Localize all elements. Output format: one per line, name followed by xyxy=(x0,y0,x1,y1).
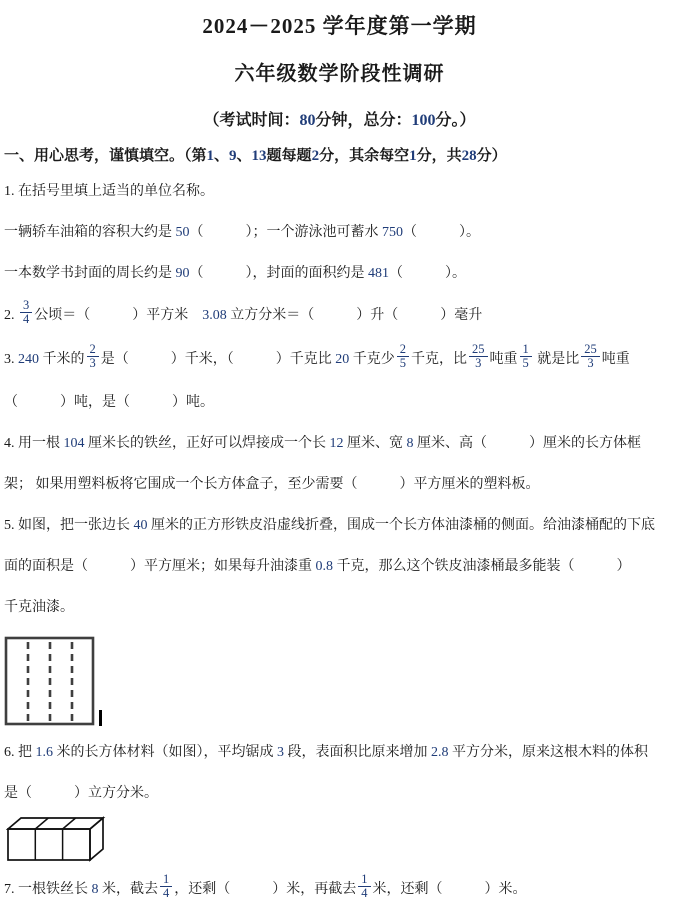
number-run: 240 xyxy=(18,352,39,367)
fraction xyxy=(160,873,172,902)
text-run: 就是比 xyxy=(533,352,580,367)
fraction-numerator: 1 xyxy=(358,873,370,888)
number-run: 12 xyxy=(329,436,344,451)
text-run: （ ）。 xyxy=(389,266,466,281)
number-run: 481 xyxy=(368,266,389,281)
text-run: 平方分米，原来这根木料的体积 xyxy=(448,745,648,760)
fraction-numerator: 3 xyxy=(20,299,32,314)
text-run: 厘米长的铁丝，正好可以焊接成一个长 xyxy=(84,436,330,451)
fraction-numerator: 25 xyxy=(581,343,600,358)
text-run: 厘米、高（ ）厘米的长方体框 xyxy=(413,436,641,451)
text-cursor xyxy=(99,710,102,726)
text-run: 厘米、宽 xyxy=(343,436,407,451)
fraction-numerator: 2 xyxy=(87,343,99,358)
question-5 xyxy=(4,511,675,726)
question-4-line xyxy=(4,470,675,499)
text-run: 分，其余每空 xyxy=(319,148,410,164)
text-run: 段，表面积比原来增加 xyxy=(284,745,431,760)
fraction-numerator: 1 xyxy=(520,343,532,358)
text-run: 一辆轿车油箱的容积大约是 xyxy=(4,225,176,240)
number-run: 1.6 xyxy=(35,745,53,760)
question-1-line xyxy=(4,177,675,206)
exam-title-line2 xyxy=(4,57,675,86)
number-run: 40 xyxy=(133,518,148,533)
question-5-line xyxy=(4,593,675,622)
text-run: 六年级数学阶段性调研 xyxy=(234,63,445,85)
question-7 xyxy=(4,871,675,906)
question-6 xyxy=(4,738,675,862)
fraction-denominator: 4 xyxy=(23,312,30,327)
number-run: 1 xyxy=(206,148,215,164)
text-run: 分钟，总分： xyxy=(315,112,412,129)
text-run: 1. 在括号里填上适当的单位名称。 xyxy=(4,184,214,199)
text-run: （ ），封面的面积约是 xyxy=(189,266,368,281)
fraction xyxy=(20,299,32,328)
text-run: 米的长方体材料（如图），平均锯成 xyxy=(53,745,277,760)
question-6-line xyxy=(4,779,675,808)
exam-title-line1 xyxy=(4,10,675,40)
question-5-line xyxy=(4,552,675,581)
number-run: 3 xyxy=(277,745,284,760)
text-run: 吨重 xyxy=(601,352,630,367)
text-run: 米，截去 xyxy=(98,882,158,897)
question-1-line xyxy=(4,218,675,247)
text-run: 米，还剩（ ）米。 xyxy=(372,882,527,897)
text-run: 2024－2025 学年度第一学期 xyxy=(202,14,477,38)
cuboid-figure xyxy=(6,815,106,862)
question-2 xyxy=(4,297,675,332)
text-run: 一本数学书封面的周长约是 xyxy=(4,266,176,281)
text-run: 6. 把 xyxy=(4,745,36,760)
text-run: 7. 一根铁丝长 xyxy=(4,882,92,897)
text-run: 千克油漆。 xyxy=(4,600,74,615)
question-3 xyxy=(4,341,675,417)
text-run: 是（ ）千米，（ ）千克比 xyxy=(100,352,336,367)
square-dashed-figure xyxy=(4,636,96,726)
section-one-heading xyxy=(4,144,675,165)
question-3-line xyxy=(4,341,675,376)
question-1-line xyxy=(4,259,675,288)
text-run: 、 xyxy=(214,148,230,164)
text-run: 分） xyxy=(476,148,507,164)
number-run: 13 xyxy=(251,148,267,164)
fraction-numerator: 25 xyxy=(469,343,488,358)
text-run: 5. 如图，把一张边长 xyxy=(4,518,134,533)
fraction xyxy=(469,343,488,372)
text-run: 题每题 xyxy=(266,148,312,164)
number-run: 8 xyxy=(406,436,414,451)
text-run: 是（ ）立方分米。 xyxy=(4,786,158,801)
text-run: 面的面积是（ ）平方厘米；如果每升油漆重 xyxy=(4,559,316,574)
text-run: （考试时间： xyxy=(203,112,300,129)
text-run: （ ）。 xyxy=(403,225,480,240)
fraction-numerator: 1 xyxy=(160,873,172,888)
text-run: 千米的 xyxy=(39,352,85,367)
fraction-denominator: 3 xyxy=(587,356,594,371)
question-4 xyxy=(4,429,675,499)
text-run: 分，共 xyxy=(416,148,462,164)
question-6-line xyxy=(4,738,675,767)
text-run: 、 xyxy=(236,148,252,164)
square-figure-row xyxy=(4,636,675,726)
text-run: 千克，那么这个铁皮油漆桶最多能装（ ） xyxy=(333,559,631,574)
number-run: 2.8 xyxy=(431,745,449,760)
fraction xyxy=(87,343,99,372)
question-3-line xyxy=(4,388,675,417)
fraction-denominator: 5 xyxy=(399,356,406,371)
text-run: 千克少 xyxy=(349,352,395,367)
fraction-denominator: 3 xyxy=(89,356,96,371)
text-run: 一、用心思考，谨慎填空。（第 xyxy=(4,148,207,164)
number-run: 750 xyxy=(382,225,403,240)
fraction xyxy=(520,343,532,372)
number-run: 3.08 xyxy=(202,308,227,323)
fraction xyxy=(358,873,370,902)
number-run: 0.8 xyxy=(315,559,333,574)
text-run: 分。） xyxy=(435,112,476,129)
fraction-denominator: 4 xyxy=(163,886,170,901)
number-run: 28 xyxy=(461,148,477,164)
question-2-line xyxy=(4,297,675,332)
text-run: 吨重 xyxy=(489,352,518,367)
text-run: 公顷＝（ ）平方米 xyxy=(34,308,203,323)
number-run: 8 xyxy=(91,882,99,897)
questions-container xyxy=(4,177,675,906)
text-run: 立方分米＝（ ）升（ ）毫升 xyxy=(226,308,483,323)
question-5-line xyxy=(4,511,675,540)
text-run: 厘米的正方形铁皮沿虚线折叠，围成一个长方体油漆桶的侧面。给油漆桶配的下底 xyxy=(147,518,655,533)
number-run: 50 xyxy=(175,225,190,240)
number-run: 9 xyxy=(229,148,237,164)
text-run: 4. 用一根 xyxy=(4,436,64,451)
fraction xyxy=(581,343,600,372)
fraction-denominator: 3 xyxy=(475,356,482,371)
exam-info-line xyxy=(4,107,675,130)
fraction-denominator: 5 xyxy=(522,356,529,371)
number-run: 100 xyxy=(411,112,436,129)
question-7-line xyxy=(4,871,675,906)
fraction xyxy=(397,343,409,372)
text-run: 架； 如果用塑料板将它围成一个长方体盒子，至少需要（ ）平方厘米的塑料板。 xyxy=(4,477,540,492)
text-run: 2. xyxy=(4,308,18,323)
text-run: （ ）吨，是（ ）吨。 xyxy=(4,395,214,410)
text-run: ，还剩（ ）米，再截去 xyxy=(174,882,357,897)
number-run: 20 xyxy=(335,352,350,367)
fraction-denominator: 4 xyxy=(361,886,368,901)
number-run: 1 xyxy=(409,148,417,164)
text-run: （ ）；一个游泳池可蓄水 xyxy=(189,225,382,240)
number-run: 90 xyxy=(175,266,190,281)
number-run: 80 xyxy=(299,112,316,129)
question-4-line xyxy=(4,429,675,458)
fraction-numerator: 2 xyxy=(397,343,409,358)
question-1 xyxy=(4,177,675,288)
number-run: 2 xyxy=(311,148,320,164)
text-run: 千克，比 xyxy=(411,352,467,367)
number-run: 104 xyxy=(63,436,85,451)
text-run: 3. xyxy=(4,352,18,367)
